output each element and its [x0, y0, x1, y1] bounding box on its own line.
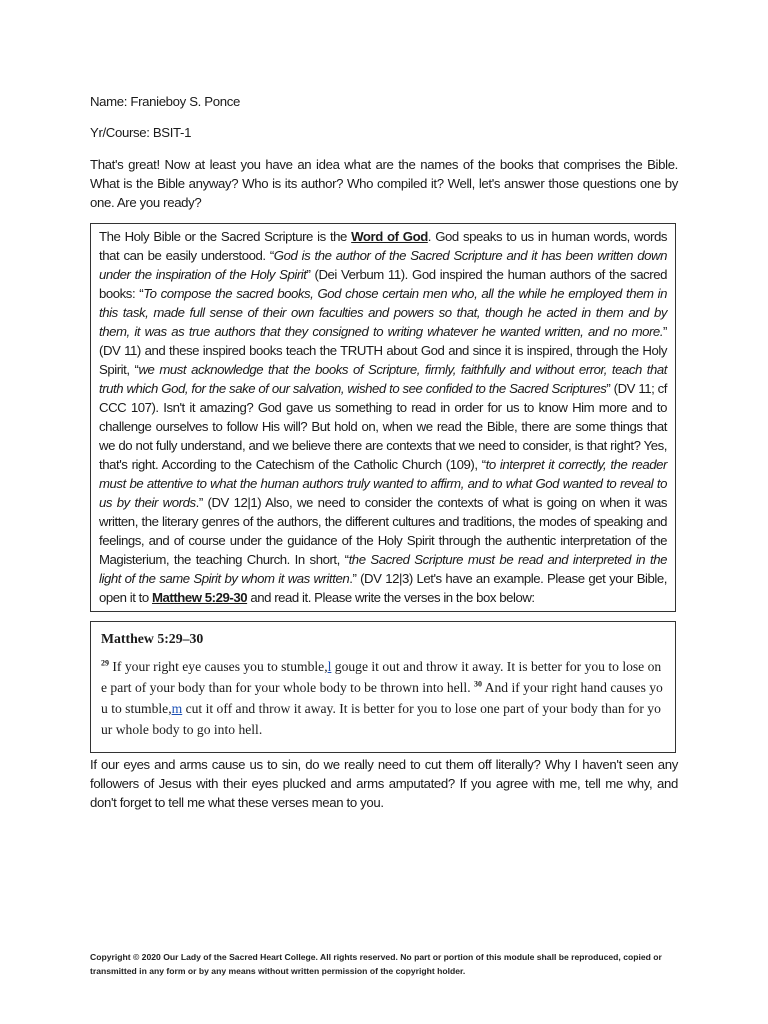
closing-question: If our eyes and arms cause us to sin, do we really need to cut them off literally? Why I haven't seen any followers of Jesus with their eyes plucked and arms amputated? If you agree with me, tell me why, and don't forget to tell me what these verses mean to you. [90, 757, 678, 810]
quote-dei-verbum-3: we must acknowledge that the books of Scripture, firmly, faithfully and without error, teach that truth which God, for the sake of our salvation, wished to see confided to the Sacred Scriptures [99, 362, 668, 396]
box-text: .” (DV 12|1) Also, we need to consider the contexts of what is going on when it was written, the literary genres of the authors, the different cultures and traditions, the modes of speaking and feelings, and of course under the guidance of the Holy Spirit through the authentic interpretation of the Magisterium, the teaching Church. In short, “ [99, 495, 668, 567]
quote-catechism: to interpret it correctly, the reader must be attentive to what the human authors truly wanted to affirm, and to what God wanted to reveal to us by their words [99, 457, 667, 510]
box-text: . God speaks to us in human words, words that can be easily understood. “ [99, 229, 667, 263]
box-text: ” (DV 11) and these inspired books teach the TRUTH about God and since it is inspired, through the Holy Spirit, “ [99, 324, 667, 377]
verse-body: And if your right hand causes you to stumble, [101, 680, 663, 716]
verse-body: gouge it out and throw it away. It is better for you to lose one part of your body than for your whole body to be thrown into hell. [101, 659, 662, 695]
quote-dei-verbum-4: the Sacred Scripture must be read and interpreted in the light of the same Spirit by whom it was written [99, 552, 667, 586]
box-text: ” (Dei Verbum 11). God inspired the human authors of the sacred books: “ [99, 267, 667, 301]
verse-number: 29 [101, 658, 109, 668]
verse-answer-box[interactable] [90, 621, 676, 753]
copyright-notice: Copyright © 2020 Our Lady of the Sacred Heart College. All rights reserved. No part or portion of this module shall be reproduced, copied or transmitted in any form or by any means without written permission of the copyright holder. [90, 952, 662, 976]
box-text: The Holy Bible or the Sacred Scripture is the [99, 229, 352, 244]
box-text: .” (DV 12|3) Let's have an example. Please get your Bible, open it to [99, 571, 667, 605]
word-of-god-link: Word of God [351, 229, 428, 244]
verse-title: Matthew 5:29–30 [101, 631, 204, 646]
quote-dei-verbum-2: To compose the sacred books, God chose certain men who, all the while he employed them in this task, made full sense of their own faculties and powers so that, though he acted in them and by them, it was as true authors that they consigned to writing whatever he wanted written, and no more. [99, 286, 667, 339]
student-name: Name: Franieboy S. Ponce [90, 94, 240, 109]
box-text: and read it. Please write the verses in the box below: [247, 590, 535, 605]
intro-paragraph: That's great! Now at least you have an idea what are the names of the books that comprises the Bible. What is the Bible anyway? Who is its author? Who compiled it? Well, let's answer those questions one by one. Are you ready? [90, 157, 678, 210]
footnote-link[interactable]: m [171, 701, 183, 716]
bible-explanation-box [90, 223, 676, 612]
quote-dei-verbum-1: God is the author of the Sacred Scripture and it has been written down under the inspiration of the Holy Spirit [99, 248, 667, 282]
verse-body: If your right eye causes you to stumble, [112, 659, 328, 674]
verse-text [101, 656, 665, 740]
box-text: ” (DV 11; cf CCC 107). Isn't it amazing? God gave us something to read in order for us to know Him more and to challenge ourselves to follow His will? But hold on, when we read the Bible, there are some things that we do not fully understand, and we believe there are contexts that we need to consider, is that right? Yes, that's right. According to the Catechism of the Catholic Church (109), “ [99, 381, 667, 472]
verse-body: cut it off and throw it away. It is better for you to lose one part of your body than for your whole body to go into hell. [101, 701, 661, 737]
matthew-reference: Matthew 5:29-30 [151, 590, 248, 605]
footnote-link[interactable]: l [327, 659, 332, 674]
verse-number: 30 [474, 679, 482, 689]
student-course: Yr/Course: BSIT-1 [90, 125, 192, 140]
